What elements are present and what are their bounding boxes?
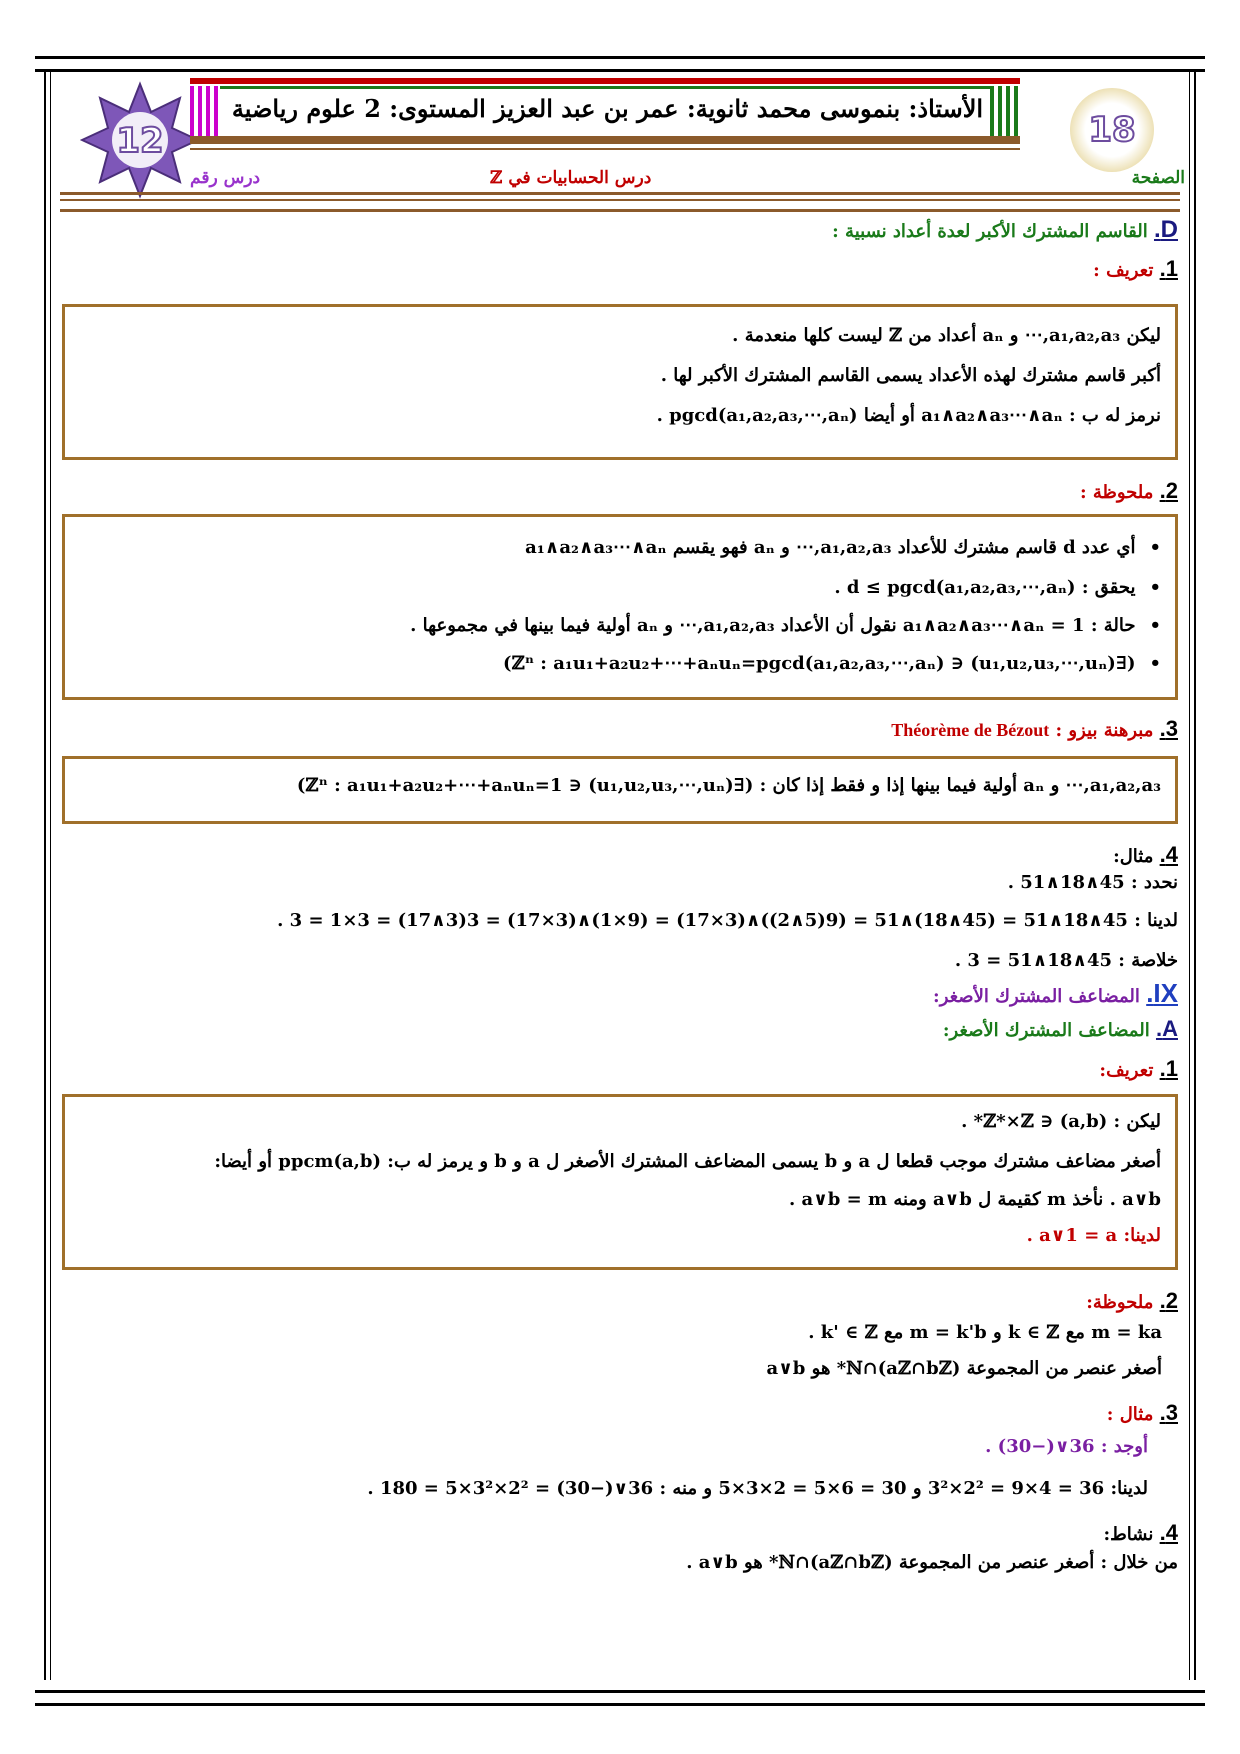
lcm-def-line-1: ليكن : (a,b) ∈ ℤ*×ℤ* . [961,1111,1161,1132]
note-box [62,514,1178,700]
example-line-1: نحدد : 45∧18∧51 . [1007,872,1178,893]
page-label: الصفحة [1131,168,1185,188]
note-heading: 2. ملحوظة : [1079,478,1178,503]
lcm-def-line-2: أصغر مضاعف مشترك موجب قطعا ل a و b يسمى المضاعف المشترك الأصغر ل a و b و يرمز له ب: ppcm(a,b) أو أيضا: [214,1151,1161,1172]
section-a-heading: A. المضاعف المشترك الأصغر: [942,1016,1178,1041]
lesson-number-star-icon [80,80,200,200]
header-top-bar [190,78,1020,84]
lcm-note-line-2: أصغر عنصر من المجموعة (aℤ∩bℤ)∩ℕ* هو a∨b [766,1358,1162,1379]
header-left-stripes [190,86,220,136]
bezout-box [62,756,1178,824]
note-line-1: • أي عدد d قاسم مشترك للأعداد a₁,a₂,a₃,⋯ و aₙ فهو يقسم a₁∧a₂∧a₃⋯∧aₙ [525,537,1161,558]
lesson-title: درس الحسابيات في ℤ [490,168,652,188]
bottom-border [35,1690,1205,1706]
header-bottom-bar-2 [190,148,1020,150]
header-title: الأستاذ: بنموسى محمد ثانوية: عمر بن عبد العزيز المستوى: 2 علوم رياضية [231,94,984,123]
activity-line: من خلال : أصغر عنصر من المجموعة (aℤ∩bℤ)∩ℕ* هو a∨b . [686,1552,1178,1573]
lcm-example-line-2: لدينا: 36 = 4×9 = 2²×3² و 30 = 6×5 = 2×3×5 و منه : 36∨(−30) = 2²×3²×5 = 180 . [367,1478,1148,1499]
definition-line-3: نرمز له ب : a₁∧a₂∧a₃⋯∧aₙ أو أيضا pgcd(a₁,a₂,a₃,⋯,aₙ) . [656,405,1161,426]
lesson-badge-number: 12 [116,121,164,161]
definition-line-1: ليكن a₁,a₂,a₃,⋯ و aₙ أعداد من ℤ ليست كلها منعدمة . [732,325,1161,346]
definition-heading: 1. تعريف : [1093,256,1178,281]
header-bottom-bar [190,136,1020,144]
activity-heading: 4. نشاط: [1103,1520,1178,1545]
lcm-note-line-1: m = ka مع k ∈ ℤ و m = k'b مع k' ∈ ℤ . [808,1322,1162,1343]
note-line-2: • يحقق : d ≤ pgcd(a₁,a₂,a₃,⋯,aₙ) . [834,577,1161,598]
top-border [35,56,1205,72]
definition-box [62,304,1178,460]
header-rules [60,192,1180,212]
lcm-def-line-4: لدينا: a∨1 = a . [1026,1225,1161,1246]
note-line-4: • (∃(u₁,u₂,u₃,⋯,uₙ) ∈ ℤⁿ : a₁u₁+a₂u₂+⋯+aₙuₙ=pgcd(a₁,a₂,a₃,⋯,aₙ)) [503,653,1161,674]
definition-line-2: أكبر قاسم مشترك لهذه الأعداد يسمى القاسم المشترك الأكبر لها . [660,365,1161,386]
lesson-number-label: درس رقم [190,168,261,188]
header-right-stripes [990,86,1020,136]
lcm-def-line-3: a∨b . نأخذ m كقيمة ل a∨b ومنه a∨b = m . [788,1189,1161,1210]
example-line-2: لدينا : 45∧18∧51 = (45∧18)∧51 = (9(5∧2))∧(3×17) = (9×1)∧(3×17) = 3(3∧17) = 3×1 = 3 . [277,910,1178,931]
example-line-3: خلاصة : 45∧18∧51 = 3 . [954,950,1178,971]
lcm-definition-heading: 1. تعريف: [1099,1056,1178,1081]
header-top-bar-2 [190,86,1020,89]
note-line-3: • حالة : a₁∧a₂∧a₃⋯∧aₙ = 1 نقول أن الأعداد a₁,a₂,a₃,⋯ و aₙ أولية فيما بينها في مجموعها . [410,615,1161,636]
section-ix-heading: IX. المضاعف المشترك الأصغر: [933,978,1178,1008]
page-header [60,76,1185,211]
lcm-example-line-1: أوجد : 36∨(−30) . [985,1436,1148,1457]
bezout-statement: a₁,a₂,a₃,⋯ و aₙ أولية فيما بينها إذا و فقط إذا كان : (∃(u₁,u₂,u₃,⋯,uₙ) ∈ ℤⁿ : a₁u₁+a₂u₂+⋯+aₙuₙ=1) [296,775,1161,796]
bezout-heading: 3. مبرهنة بيزو : Théorème de Bézout [891,716,1178,741]
page-number-circle: 18 [1070,88,1154,172]
lcm-note-heading: 2. ملحوظة: [1086,1288,1178,1313]
lcm-example-heading: 3. مثال : [1106,1400,1178,1425]
example-heading: 4. مثال: [1113,842,1178,867]
section-d-heading: D. القاسم المشترك الأكبر لعدة أعداد نسبية : [832,216,1178,243]
lcm-definition-box [62,1094,1178,1270]
